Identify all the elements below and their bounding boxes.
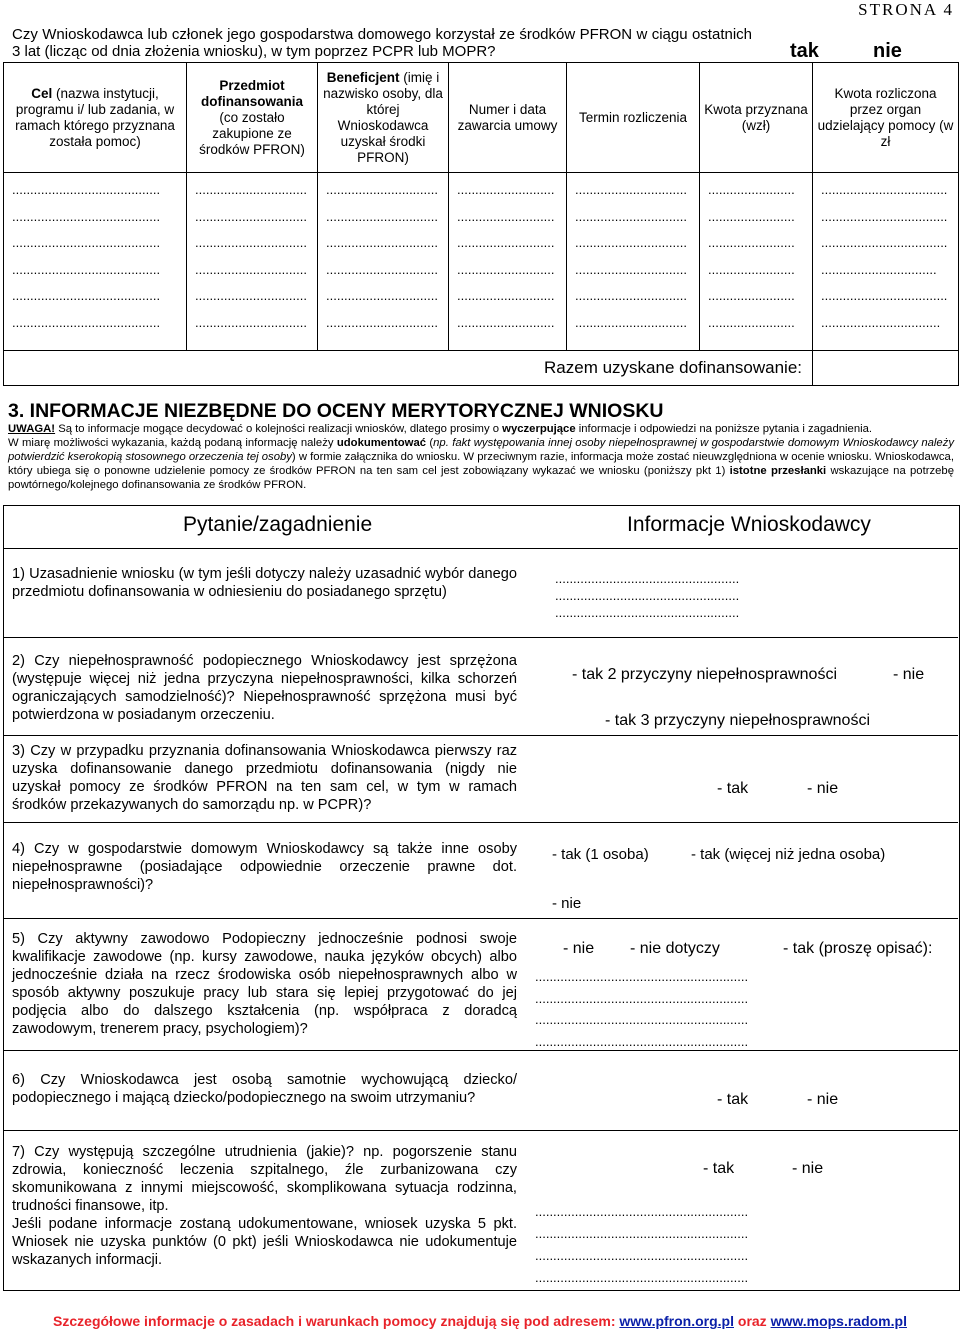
header-kwota-rozliczona: Kwota rozliczona przez organ udzielający pomocy (w zł [813,63,959,173]
question-3-text: 3) Czy w przypadku przyznania dofinansowania Wnioskodawca pierwszy raz uzyska dofinansowanie danego przedmiotu dofinansowania (nigdy nie uzyskał pomocy ze środków PFRON na ten sam cel, w tym w ramach środków przekazywanych do samorządu np. w PCPR)? [12,743,517,813]
question-6-option-nie[interactable]: - nie [807,1091,839,1108]
question-row-divider [3,735,958,736]
question-2-option-tak-3[interactable]: - tak 3 przyczyny niepełnosprawności [605,712,871,729]
question-5-text: 5) Czy aktywny zawodowo Podopieczny jednocześnie podnosi swoje kwalifikacje zawodowe (np. kursy zawodowe, nauka języków obcych) albo jednocześnie działa na rzecz środowiska osób niepełnosprawnych albo w sposób aktywny poszukuje pracy lub stara się lepiej przygotować do jej podjęcia albo do dalszego kształcenia (np. współpraca z doradcą zawodowym, trenerem pracy, psychologiem)? [12,931,517,1037]
question-2-option-tak-2[interactable]: - tak 2 przyczyny niepełnosprawności [572,666,838,683]
dots-cell-cel[interactable]: ......................................... ......................................... ......................................... ......................................... ......................................... ......................................... [4,173,187,351]
question-4-option-nie[interactable]: - nie [552,895,582,912]
link-pfron[interactable]: www.pfron.org.pl [619,1313,734,1329]
dots-cell-numer-data[interactable]: ........................... ........................... ........................... ........................... ........................... ........................... [449,173,567,351]
question-1-text: 1) Uzasadnienie wniosku (w tym jeśli dotyczy należy uzasadnić wybór danego przedmiotu dofinansowania w odniesieniu do posiadanego sprzętu) [12,566,517,600]
header-kwota-przyznana: Kwota przyznana (wzł) [700,63,813,173]
question-row-divider [3,822,958,823]
footer-info: Szczegółowe informacje o zasadach i warunkach pomocy znajdują się pod adresem: www.pfron.org.pl oraz www.mops.radom.pl [53,1313,907,1329]
header-beneficjent: Beneficjent (imię i nazwisko osoby, dla której Wnioskodawca uzyskał środki PFRON) [318,63,449,173]
question-7-text: 7) Czy występują szczególne utrudnienia (jakie)? np. pogorszenie stanu zdrowia, konieczność leczenia szpitalnego, źle zurbanizowana czy skomunikowana z innymi miejscowość, skomplikowana sytuacja rodzinna, trudności finansowe, itp. Jeśli podane informacje zostaną udokumentowane, wniosek uzyska 5 pkt. Wniosek nie uzyska punktów (0 pkt) jeśli Wnioskodawca nie udokumentuje wskazanych informacji. [12,1144,517,1268]
header-przedmiot: Przedmiot dofinansowania (co zostało zakupione ze środków PFRON) [187,63,318,173]
option-no[interactable]: nie [873,40,902,62]
dots-cell-termin[interactable]: ............................... ............................... ............................... ............................... ............................... ............................... [567,173,700,351]
dots-cell-beneficjent[interactable]: ............................... ............................... ............................... ............................... ............................... ............................... [318,173,449,351]
section-3-notice: UWAGA! Są to informacje mogące decydować o kolejności realizacji wniosków, dlatego prosimy o wyczerpujące informacje i odpowiedzi na poniższe pytania i zagadnienia. W miarę możliwości wykazania, każdą podaną informację należy udokumentować (np. fakt występowania innej osoby niepełnosprawnej w gospodarstwie domowym Wnioskodawcy należy potwierdzić kserokopią stosownego orzeczenia tej osoby) w formie załącznika do wniosku. W przeciwnym razie, informacja może zostać nieuwzględniona w ocenie wniosku. Wnioskodawca, który ubiega się o ponowne udzielenie pomocy ze środków PFRON na ten sam cel jest zobowiązany wykazać we wniosku (poniższy pkt 1) istotne przesłanki wskazujące na potrzebę powtórnego/kolejnego dofinansowania ze środków PFRON. [8,423,954,491]
question-5-option-nie-dotyczy[interactable]: - nie dotyczy [630,940,720,957]
dots-cell-przedmiot[interactable]: ............................... ............................... ............................... ............................... ............................... ............................... [187,173,318,351]
funding-table-dots-row [4,173,959,351]
question-7-option-tak[interactable]: - tak [703,1160,735,1177]
question-7-option-nie[interactable]: - nie [792,1160,824,1177]
question-5-option-tak[interactable]: - tak (proszę opisać): [783,940,933,957]
question-6-option-tak[interactable]: - tak [717,1091,749,1108]
funding-total-row [4,351,959,386]
question-row-divider [3,637,958,638]
question-5-option-nie[interactable]: - nie [563,940,595,957]
funding-table-header-row [4,63,959,173]
question-4-option-tak-1[interactable]: - tak (1 osoba) [552,846,649,863]
header-informacje: Informacje Wnioskodawcy [627,513,871,536]
header-numer-data: Numer i data zawarcia umowy [449,63,567,173]
question-1-answer-lines[interactable]: ................................................... ................................................... ................................................... [555,571,740,620]
header-pytanie: Pytanie/zagadnienie [183,513,373,536]
question-3-option-nie[interactable]: - nie [807,780,839,797]
total-label: Razem uzyskane dofinansowanie: [4,351,813,386]
dots-cell-kwota-rozliczona[interactable]: ................................... ................................... ................................... ................................ ................................... ................................. [813,173,959,351]
funding-history-table [3,62,959,386]
question-5-answer-lines[interactable]: ........................................................... ........................................................... ........................................................... ........................................................... [535,969,749,1049]
page-label: STRONA 4 [858,0,954,19]
question-4-text: 4) Czy w gospodarstwie domowym Wnioskodawcy są także inne osoby niepełnosprawne (posiadające odpowiednie orzeczenie prawne dot. niepełnosprawności)? [12,841,517,893]
question-row-divider [3,918,958,919]
top-question-text: Czy Wnioskodawca lub członek jego gospodarstwa domowego korzystał ze środków PFRON w ciągu ostatnich 3 lat (licząc od dnia złożenia wniosku), w tym poprzez PCPR lub MOPR? [12,26,752,60]
total-value-cell[interactable] [813,351,959,386]
question-2-text: 2) Czy niepełnosprawność podopiecznego Wnioskodawcy jest sprzężona (występuje więcej niż jedna przyczyna niepełnosprawności, kilka schorzeń ograniczających samodzielność)? Niepełnosprawność sprzężona musi być potwierdzona w posiadanym orzeczeniu. [12,653,517,723]
question-row-divider [3,1130,958,1131]
question-4-option-tak-wiecej[interactable]: - tak (więcej niż jedna osoba) [691,846,886,863]
header-termin: Termin rozliczenia [567,63,700,173]
question-row-divider [3,548,958,549]
link-mops[interactable]: www.mops.radom.pl [770,1313,907,1329]
question-6-text: 6) Czy Wnioskodawca jest osobą samotnie wychowującą dziecko/ podopiecznego i mającą dziecko/podopiecznego na swoim utrzymaniu? [12,1072,517,1106]
question-row-divider [3,1050,958,1051]
question-3-option-tak[interactable]: - tak [717,780,749,797]
section-3-title: 3. INFORMACJE NIEZBĘDNE DO OCENY MERYTORYCZNEJ WNIOSKU [8,400,664,422]
option-yes[interactable]: tak [790,40,819,62]
header-cel: Cel (nazwa instytucji, programu i/ lub zadania, w ramach którego przyznana została pomoc) [4,63,187,173]
question-2-option-nie[interactable]: - nie [893,666,925,683]
question-7-answer-lines[interactable]: ........................................................... ........................................................... ........................................................... ........................................................... [535,1204,749,1285]
dots-cell-kwota-przyznana[interactable]: ........................ ........................ ........................ ........................ ........................ ........................ [700,173,813,351]
